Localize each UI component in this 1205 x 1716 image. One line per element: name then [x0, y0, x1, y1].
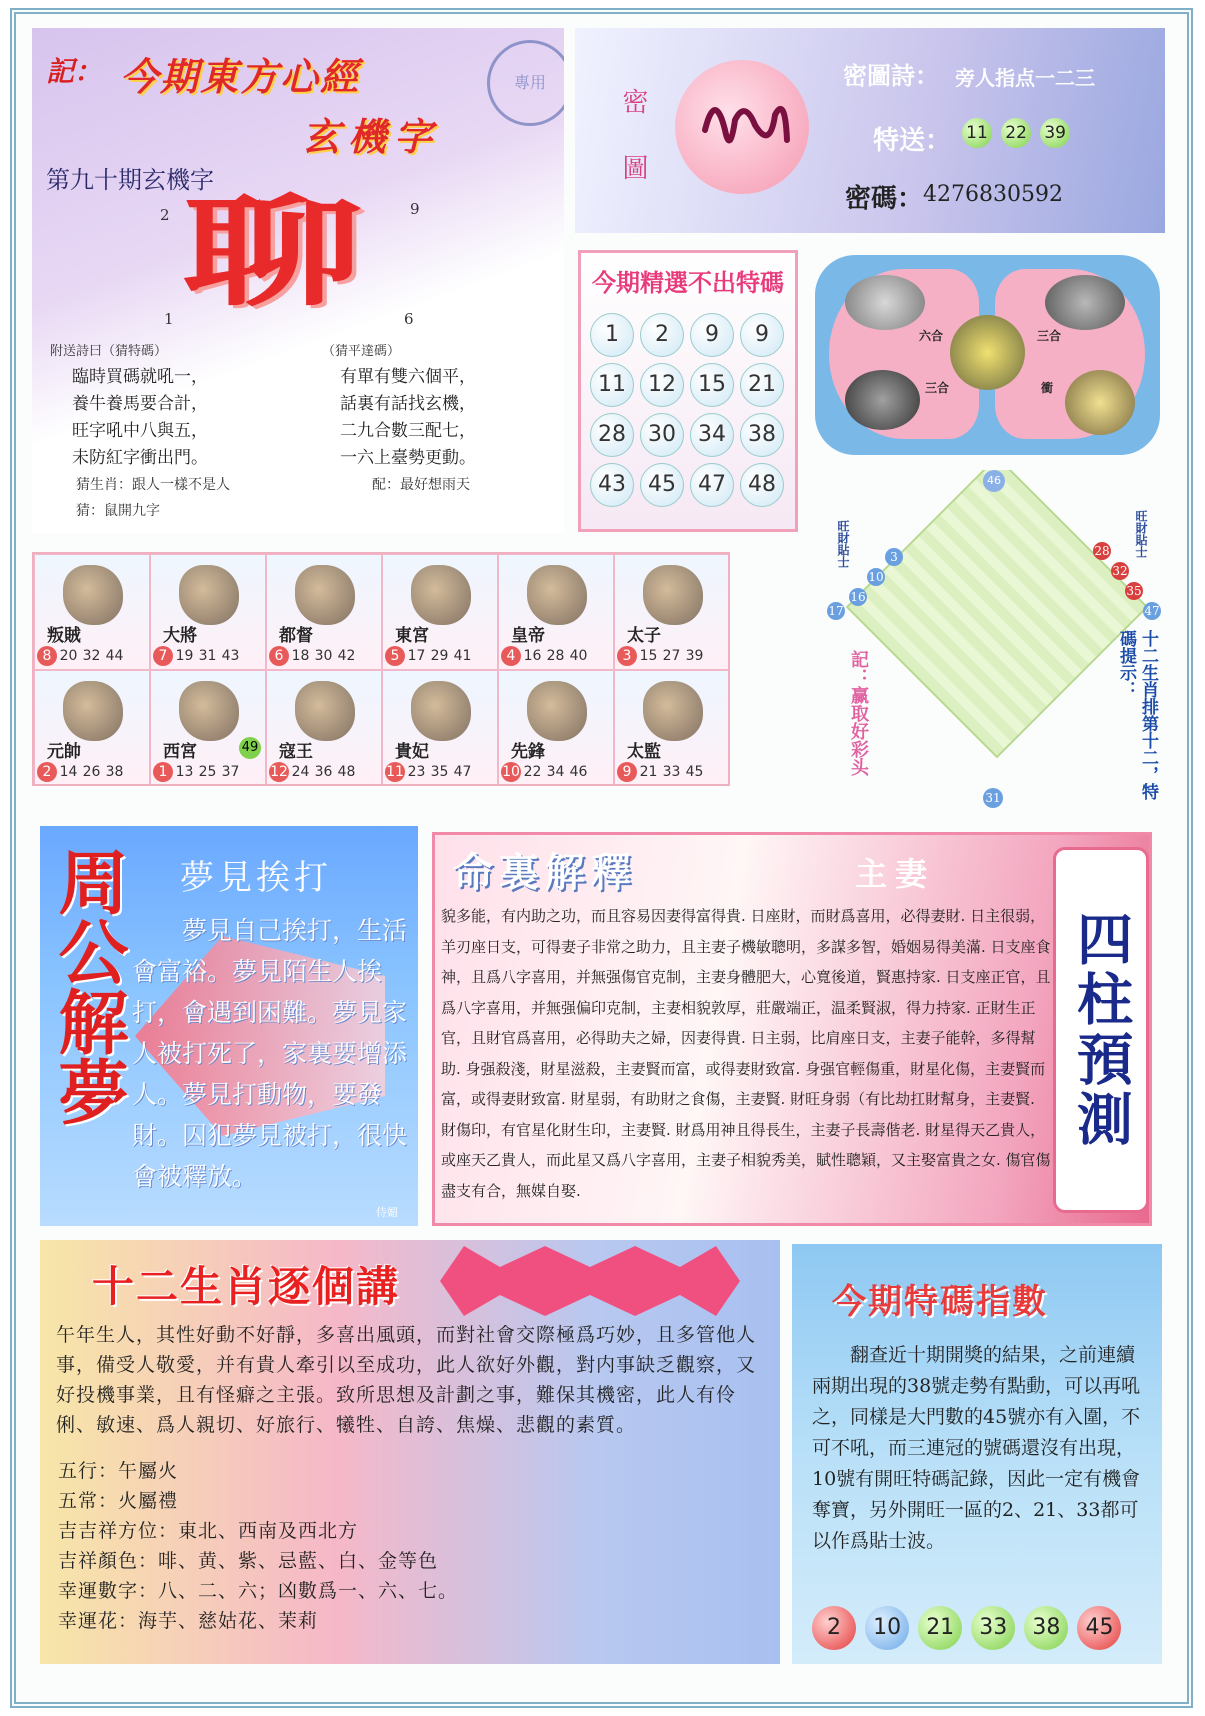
- zodiac-cell: [34, 554, 150, 670]
- zodiac-number: 13: [175, 764, 194, 780]
- diamond-num: 32: [1112, 564, 1128, 578]
- zodiac-name: 叛賊: [47, 626, 81, 646]
- zodiac-number: 45: [685, 764, 704, 780]
- zodiac-number: 5: [385, 646, 405, 666]
- zodiac-number: 34: [546, 764, 565, 780]
- pick-number: 15: [690, 363, 734, 407]
- zodiac-talk-banner: [440, 1246, 740, 1316]
- zodiac-animal-image: [295, 681, 355, 741]
- zodiac-relation-butterfly: [815, 255, 1160, 455]
- zodiac-cell: [498, 554, 614, 670]
- zodiac-number: 25: [198, 764, 217, 780]
- secret-symbol-glyph: [675, 60, 809, 194]
- zodiac-numbers: [385, 762, 474, 782]
- zodiac-number: 42: [337, 648, 356, 664]
- zodiac-number: 19: [175, 648, 194, 664]
- riddle-label: 密圖詩：: [843, 61, 939, 90]
- pick-number: 45: [640, 463, 684, 507]
- pick-number: 47: [690, 463, 734, 507]
- pick-number: 38: [740, 413, 784, 457]
- zodiac-number: 44: [105, 648, 124, 664]
- zodiac-animal-image: [179, 681, 239, 741]
- fortune-panel: [432, 832, 1152, 1226]
- title-prefix: 記：: [46, 55, 103, 88]
- index-number-ball: 38: [1024, 1606, 1068, 1650]
- zodiac-number: 1: [153, 762, 173, 782]
- index-title: 今期特碼指數: [832, 1282, 1048, 1322]
- zodiac-number: 38: [105, 764, 124, 780]
- zodiac-name: 貴妃: [395, 742, 429, 762]
- zodiac-name: 元帥: [47, 742, 81, 762]
- relation-label: 三合: [925, 381, 950, 395]
- zodiac-fact: 吉吉祥方位：東北、西南及西北方: [58, 1520, 359, 1542]
- lucky-tip-left: 旺財貼士: [836, 520, 850, 568]
- zodiac-number: 4: [501, 646, 521, 666]
- pick-number: 34: [690, 413, 734, 457]
- zodiac-talk-facts: [58, 1456, 458, 1636]
- zodiac-cell: [150, 554, 266, 670]
- pick-grid: [587, 310, 789, 510]
- zodiac-name: 大將: [163, 626, 197, 646]
- special-num-ball: 39: [1040, 118, 1070, 148]
- zodiac-animal-image: [295, 565, 355, 625]
- pick-number: 21: [740, 363, 784, 407]
- animal-image: [1045, 275, 1125, 330]
- zodiac-fact: 五常：火屬禮: [58, 1490, 179, 1512]
- diamond-num: 17: [828, 604, 844, 618]
- lucky-tip-right: 旺財貼士: [1134, 510, 1148, 558]
- secret-code-panel: [575, 28, 1165, 233]
- pick-numbers-box: [578, 250, 798, 532]
- guess-char: 猜：鼠開九字: [76, 503, 160, 519]
- pick-number: 28: [590, 413, 634, 457]
- zodiac-fact: 五行：午屬火: [58, 1460, 179, 1482]
- zodiac-numbers: [269, 762, 358, 782]
- poem-line: 未防紅字衝出門。: [72, 448, 208, 468]
- zodiac-number: 37: [221, 764, 240, 780]
- poem-line: 二九合數三配七，: [340, 421, 476, 441]
- animal-image: [1065, 370, 1135, 435]
- zodiac-number: 29: [430, 648, 449, 664]
- diamond-note-right: 十二生肖排第十二，特碼提示：: [1116, 630, 1158, 800]
- zodiac-number: 7: [153, 646, 173, 666]
- zodiac-numbers: [153, 762, 242, 782]
- zodiac-name: 太子: [627, 626, 661, 646]
- zodiac-number: 35: [430, 764, 449, 780]
- zodiac-cell: [266, 554, 382, 670]
- zodiac-numbers: [617, 762, 706, 782]
- zodiac-number: 48: [337, 764, 356, 780]
- poem-line: 有單有雙六個平，: [340, 367, 476, 387]
- zodiac-numbers: [153, 646, 242, 666]
- fortune-title: 命裏解釋: [453, 849, 637, 896]
- diamond-top-num: 46: [983, 470, 1005, 492]
- zodiac-number: 16: [523, 648, 542, 664]
- zodiac-animal-image: [643, 681, 703, 741]
- zodiac-name: 先鋒: [511, 742, 545, 762]
- dream-panel: [40, 826, 418, 1226]
- index-number-ball: 2: [812, 1606, 856, 1650]
- zodiac-number: 6: [269, 646, 289, 666]
- index-text: 翻查近十期開獎的結果，之前連續兩期出現的38號走勢有點動，可以再吼之，同樣是大門數的45號亦有入圍，不可不吼，而三連冠的號碼還沒有出現，10號有開旺特碼記錄，因此一定有機會奪寶，另外開旺一區的2、21、33都可以作爲貼士波。: [812, 1344, 1141, 1552]
- guess-right: 配：最好想雨天: [372, 477, 470, 493]
- zodiac-number: 30: [314, 648, 333, 664]
- zodiac-animal-image: [179, 565, 239, 625]
- index-number-ball: 33: [971, 1606, 1015, 1650]
- zodiac-talk-title: 十二生肖逐個講: [92, 1262, 401, 1311]
- zodiac-numbers: [617, 646, 706, 666]
- poem-line: 養牛養馬要合計，: [72, 394, 208, 414]
- zodiac-name: 寇王: [279, 742, 313, 762]
- dream-text: 夢見自己挨打，生活會富裕。夢見陌生人挨打，會遇到困難。夢見家人被打死了，家裏要增添人。夢見打動物，要發財。囚犯夢見被打，很快會被釋放。: [132, 916, 408, 1191]
- lucky-diamond-panel: [815, 470, 1165, 815]
- zodiac-talk-panel: [40, 1240, 780, 1664]
- diamond-num: 47: [1144, 604, 1160, 618]
- guess-zodiac: 猜生肖：跟人一樣不是人: [76, 477, 230, 493]
- relation-label: 三合: [1037, 329, 1062, 343]
- poem-left-label: 附送詩曰（猜特碼）: [50, 344, 168, 359]
- zodiac-fact: 吉祥顏色：啡、黄、紫、忌藍、白、金等色: [58, 1550, 439, 1572]
- zodiac-animal-image: [527, 565, 587, 625]
- zodiac-number: 39: [685, 648, 704, 664]
- poem-right: [340, 364, 476, 472]
- fortune-topic: 主妻: [855, 855, 936, 893]
- dream-side-title: 周公解夢: [47, 846, 130, 1126]
- index-number-ball: 45: [1077, 1606, 1121, 1650]
- code-label: 密碼：: [845, 184, 924, 214]
- pick-number: 9: [690, 313, 734, 357]
- animal-image: [845, 370, 920, 430]
- title-line2: 玄機字: [302, 114, 441, 159]
- zodiac-number: 9: [617, 762, 637, 782]
- zodiac-name: 東宮: [395, 626, 429, 646]
- zodiac-animal-image: [643, 565, 703, 625]
- zodiac-cell: [34, 670, 150, 786]
- zodiac-number: 24: [291, 764, 310, 780]
- index-number-ball: 10: [865, 1606, 909, 1650]
- zodiac-number: 32: [82, 648, 101, 664]
- side-label: 密圖: [618, 88, 648, 220]
- zodiac-number: 15: [639, 648, 658, 664]
- corner-num-br: 6: [404, 310, 414, 328]
- special-label: 特送：: [873, 126, 952, 156]
- zodiac-cell: [382, 670, 498, 786]
- riddle-text: 旁人指点一二三: [955, 66, 1095, 90]
- zodiac-animal-image: [63, 681, 123, 741]
- big-mystery-char: 聊: [182, 182, 368, 323]
- diamond-num: 31: [983, 788, 1003, 808]
- corner-num-tl: 2: [160, 206, 170, 224]
- pick-number: 30: [640, 413, 684, 457]
- zodiac-animal-image: [411, 681, 471, 741]
- zodiac-number: 3: [617, 646, 637, 666]
- fortune-side-title: 四柱預測: [1053, 847, 1149, 1213]
- pick-number: 1: [590, 313, 634, 357]
- special-nums: [960, 118, 1072, 148]
- poem-line: 話裏有話找玄機，: [340, 394, 476, 414]
- zodiac-name: 皇帝: [511, 626, 545, 646]
- corner-num-bl: 1: [164, 310, 174, 328]
- zodiac-number: 21: [639, 764, 658, 780]
- pick-number: 2: [640, 313, 684, 357]
- zodiac-number: 41: [453, 648, 472, 664]
- zodiac-number: 40: [569, 648, 588, 664]
- special-num-ball: 22: [1001, 118, 1031, 148]
- corner-num-tr: 9: [410, 200, 420, 218]
- subtitle: 第九十期玄機字: [46, 166, 214, 194]
- poem-line: 臨時買碼就吼一，: [72, 367, 208, 387]
- zodiac-numbers: [37, 646, 126, 666]
- zodiac-number: 17: [407, 648, 426, 664]
- zodiac-cell: [498, 670, 614, 786]
- diamond-num: 35: [1126, 584, 1142, 598]
- zodiac-name: 西宮: [163, 742, 197, 762]
- diamond-num: 28: [1094, 544, 1110, 558]
- zodiac-numbers: [501, 762, 590, 782]
- zodiac-cell: [266, 670, 382, 786]
- zodiac-number: 12: [270, 764, 288, 780]
- relation-label: 衝: [1041, 381, 1054, 395]
- pick-number: 43: [590, 463, 634, 507]
- secret-symbol: [675, 60, 809, 194]
- zodiac-grid: [32, 552, 730, 786]
- dream-signature: 侍媚: [376, 1206, 398, 1219]
- special-num-ball: 11: [962, 118, 992, 148]
- zodiac-cell: [382, 554, 498, 670]
- zodiac-numbers: [385, 646, 474, 666]
- zodiac-number: 46: [569, 764, 588, 780]
- diamond-num: 16: [850, 590, 866, 604]
- zodiac-extra-number: 49: [239, 737, 261, 759]
- zodiac-name: 太監: [627, 742, 661, 762]
- zodiac-number: 10: [502, 764, 520, 780]
- stamp: 專用: [487, 40, 564, 126]
- zodiac-talk-text: 午年生人，其性好動不好靜，多喜出風頭，而對社會交際極爲巧妙，且多管他人事，備受人敬愛，并有貴人牽引以至成功，此人欲好外觀，對内事缺乏觀察，又好投機事業，且有怪癖之主張。致所思想及計劃之事，難保其機密，此人有伶俐、敏速、爲人親切、好旅行、犧牲、自誇、焦燥、悲觀的素質。: [56, 1324, 757, 1436]
- zodiac-number: 47: [453, 764, 472, 780]
- zodiac-number: 20: [59, 648, 78, 664]
- zodiac-animal-image: [411, 565, 471, 625]
- pick-title: 今期精選不出特碼: [592, 268, 784, 297]
- title-line1: 今期東方心經: [120, 54, 361, 99]
- mystery-word-panel: [32, 28, 564, 533]
- relation-label: 六合: [919, 329, 944, 343]
- pick-number: 9: [740, 313, 784, 357]
- zodiac-name: 都督: [279, 626, 313, 646]
- zodiac-number: 28: [546, 648, 565, 664]
- poem-left: [72, 364, 208, 472]
- zodiac-cell: [150, 670, 266, 786]
- zodiac-number: 8: [37, 646, 57, 666]
- fortune-text: 貌多能，有内助之功，而且容易因妻得富得貴. 日座財，而財爲喜用，必得妻財. 日主很弱，羊刃座日支，可得妻子非常之助力，且主妻子機敏聰明，多謀多智，婚姻易得美滿. 日支座食神，且爲八字喜用，并無强傷官克制，主妻身體肥大，心寬後道，賢惠持家. 日支座正官，且爲八字喜用，并無强偏印克制，主妻相貌敦厚，莊嚴端正，温柔賢淑，得力持家. 正財生正官，且財官爲喜用，必得助夫之婦，因妻得貴. 日主弱，比肩座日支，主妻子能幹，多得幫助. 身强殺淺，財星滋殺，主妻賢而富，或得妻財致富. 身强官輕傷重，財星化傷，主妻賢而富，或得妻財致富. 財星弱，有助財之食傷，主妻賢. 財旺身弱（有比劫扛財幫身，主妻賢. 財傷印，有官星化財生印，主妻賢. 財爲用神且得長生，主妻子長壽偕老. 財星得天乙貴人，或座天乙貴人，而此星又爲八字喜用，主妻子相貌秀美，賦性聰穎，又主娶富貴之女. 傷官傷盡支有合，無媒自娶.: [441, 907, 1051, 1200]
- diamond-shape: [846, 470, 1149, 758]
- zodiac-number: 2: [37, 762, 57, 782]
- zodiac-number: 22: [523, 764, 542, 780]
- diamond-num: 10: [868, 570, 884, 584]
- index-numbers: [810, 1606, 1123, 1650]
- zodiac-numbers: [269, 646, 358, 666]
- index-number-ball: 21: [918, 1606, 962, 1650]
- zodiac-fact: 幸運花：海芋、慈姑花、茉莉: [58, 1610, 319, 1632]
- zodiac-number: 43: [221, 648, 240, 664]
- zodiac-numbers: [501, 646, 590, 666]
- poem-line: 一六上臺勢更動。: [340, 448, 476, 468]
- pick-number: 11: [590, 363, 634, 407]
- zodiac-number: 27: [662, 648, 681, 664]
- pick-number: 48: [740, 463, 784, 507]
- dream-title: 夢見挨打: [180, 858, 332, 898]
- diamond-note-left: 記：赢取好彩头: [848, 650, 869, 776]
- animal-image: [950, 315, 1025, 390]
- animal-image: [845, 275, 925, 330]
- zodiac-numbers: [37, 762, 126, 782]
- zodiac-animal-image: [63, 565, 123, 625]
- zodiac-fact: 幸運數字：八、二、六；凶數爲一、六、七。: [58, 1580, 459, 1602]
- zodiac-number: 18: [291, 648, 310, 664]
- zodiac-number: 36: [314, 764, 333, 780]
- zodiac-number: 23: [407, 764, 426, 780]
- code-value: 4276830592: [923, 182, 1063, 207]
- pick-number: 12: [640, 363, 684, 407]
- diamond-num: 3: [885, 548, 903, 566]
- zodiac-number: 11: [386, 764, 404, 780]
- zodiac-number: 26: [82, 764, 101, 780]
- poem-line: 旺字吼中八與五，: [72, 421, 208, 441]
- zodiac-number: 14: [59, 764, 78, 780]
- zodiac-number: 33: [662, 764, 681, 780]
- zodiac-number: 31: [198, 648, 217, 664]
- zodiac-cell: [614, 670, 730, 786]
- special-index-panel: [792, 1244, 1162, 1664]
- zodiac-cell: [614, 554, 730, 670]
- zodiac-animal-image: [527, 681, 587, 741]
- poem-right-label: （猜平達碼）: [322, 344, 401, 359]
